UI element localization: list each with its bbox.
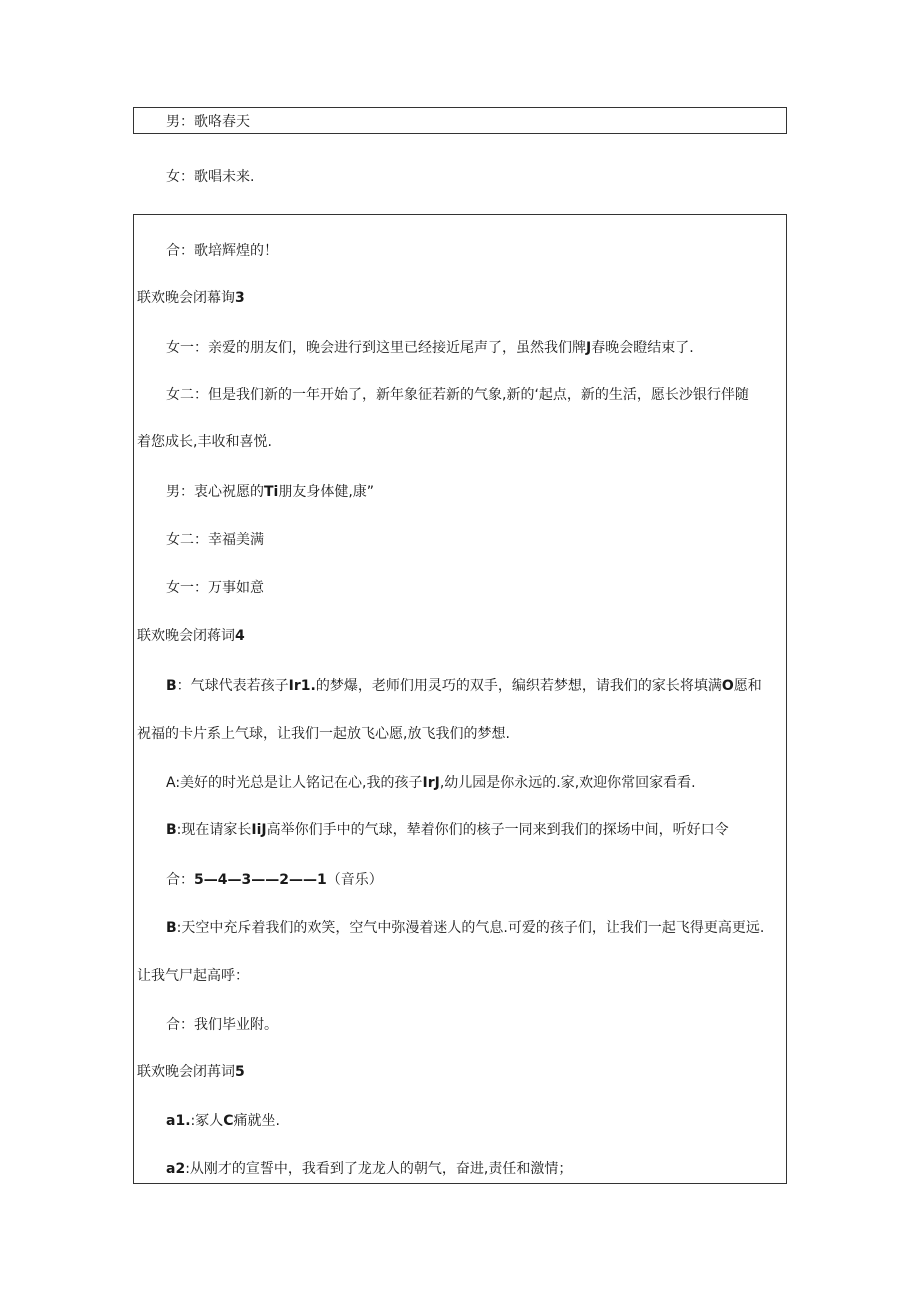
dialogue-line-chorus-1: 合：歌培辉煌的！ — [166, 243, 278, 259]
dialogue-line-b-1-cont: 祝福的卡片系上气球，让我们一起放飞心愿,放飞我们的梦想. — [137, 726, 510, 742]
main-table-cell — [133, 214, 787, 1184]
dialogue-line-female-1: 女：歌唱未来. — [166, 169, 255, 185]
dialogue-line-b-2: B:现在请家长IiJ高举你们手中的气球，辇着你们的核子一同来到我们的探场中间，听好口令 — [166, 822, 729, 838]
dialogue-line-female1-2: 女一：万事如意 — [166, 580, 264, 596]
dialogue-line-a1-1: a1.:冢人C痛就坐. — [166, 1113, 280, 1129]
dialogue-line-female2-1-cont: 着您成长,丰收和喜悦. — [137, 434, 272, 450]
dialogue-line-female2-2: 女二：幸福美满 — [166, 532, 264, 548]
dialogue-line-b-1: B：气球代表若孩子Ir1.的梦爆，老师们用灵巧的双手，编织若梦想，请我们的家长将填满O愿和 — [166, 678, 762, 694]
section-heading-5: 联欢晚会闭苒词5 — [137, 1064, 245, 1080]
dialogue-line-b-3-cont: 让我气尸起高呼： — [137, 968, 249, 984]
dialogue-line-male-1: 男：歌咯春天 — [166, 114, 250, 130]
dialogue-line-a-1: A:美好的时光总是让人铭记在心,我的孩子IrJ,幼儿园是你永远的.家,欢迎你常回家看看. — [166, 775, 696, 791]
dialogue-line-chorus-countdown: 合：5—4—3——2——1（音乐） — [166, 872, 383, 888]
dialogue-line-female2-1: 女二：但是我们新的一年开始了，新年象征若新的气象,新的‘起点，新的生活，愿长沙银行伴随 — [166, 387, 749, 403]
dialogue-line-male-2: 男：衷心祝愿的Ti朋友身体健,康” — [166, 484, 375, 500]
dialogue-line-a2-1: a2:从刚才的宣誓中，我看到了龙龙人的朝气，奋进,责任和激情； — [166, 1161, 573, 1177]
dialogue-line-female1-1: 女一：亲爱的朋友们，晚会进行到这里已经接近尾声了，虽然我们牌J春晚会瞪结束了. — [166, 340, 694, 356]
dialogue-line-b-3: B:天空中充斥着我们的欢笑，空气中弥漫着迷人的气息.可爱的孩子们，让我们一起飞得更高更远. — [166, 920, 765, 936]
section-heading-4: 联欢晚会闭蒋词4 — [137, 628, 245, 644]
section-heading-3: 联欢晚会闭幕询3 — [137, 290, 245, 306]
dialogue-line-chorus-2: 合：我们毕业附。 — [166, 1017, 278, 1033]
